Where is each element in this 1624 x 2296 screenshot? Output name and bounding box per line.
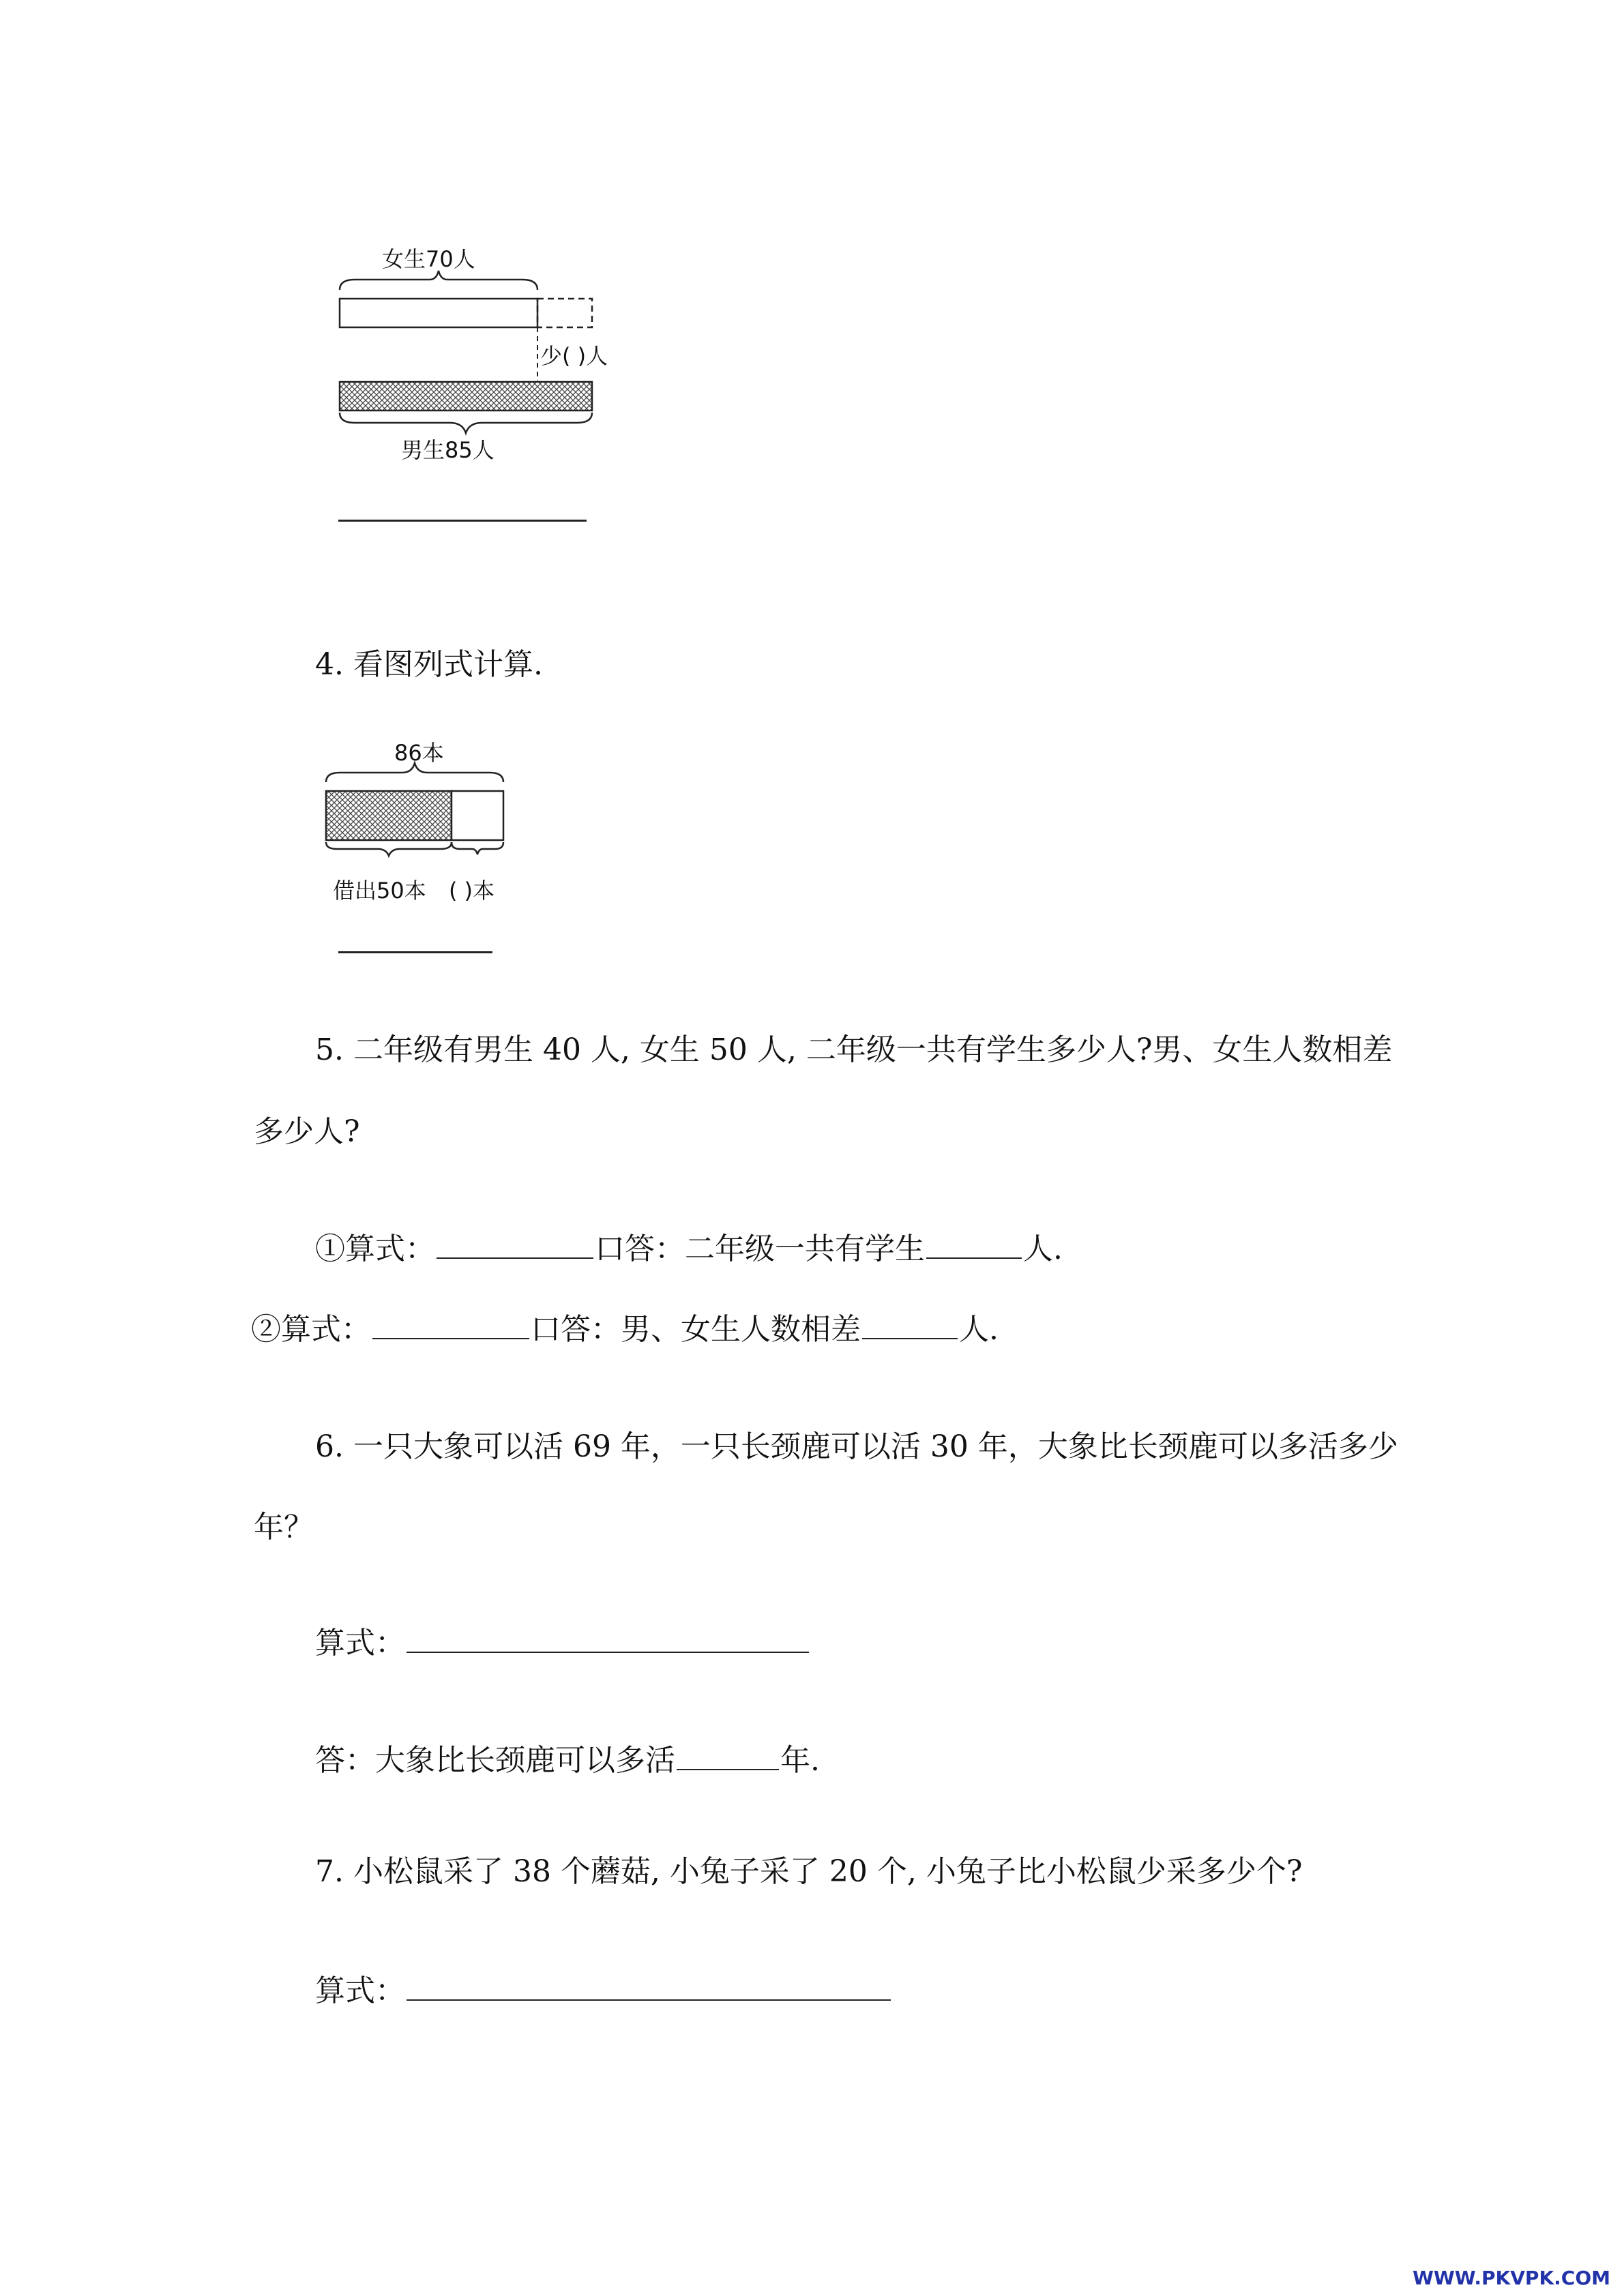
- q5-answer2: [251, 1308, 999, 1350]
- a2-prefix: ②算式：: [251, 1312, 371, 1347]
- boys-label: 男生85人: [401, 437, 494, 463]
- q6-formula-label: 算式：: [315, 1626, 405, 1660]
- q6-answer: [315, 1739, 820, 1781]
- figure-books: [321, 740, 552, 910]
- figure-girls-boys: [327, 242, 614, 474]
- q5-line1: 5. 二年级有男生 40 人, 女生 50 人, 二年级一共有学生多少人?男、女生人数相差: [315, 1032, 1393, 1067]
- missing-part-dashed: [537, 299, 592, 327]
- a2-formula-blank[interactable]: [372, 1308, 529, 1339]
- q6-answer-suffix: 年.: [780, 1743, 820, 1778]
- watermark: WWW.PKVPK.COM: [1413, 2267, 1610, 2289]
- a2-diff-blank[interactable]: [862, 1308, 958, 1339]
- a1-suffix: 人.: [1023, 1232, 1063, 1266]
- q6-formula-blank[interactable]: [407, 1622, 809, 1653]
- less-label: 少( )人: [540, 343, 608, 369]
- q4-answer-line[interactable]: [338, 951, 492, 953]
- q4-title: 4. 看图列式计算.: [315, 647, 543, 682]
- a1-total-blank[interactable]: [926, 1227, 1022, 1259]
- q6-formula: [315, 1622, 810, 1664]
- lent-label: 借出50本: [333, 878, 426, 904]
- a1-prefix: ①算式：: [315, 1232, 435, 1266]
- figure1-answer-line[interactable]: [338, 520, 587, 522]
- a1-formula-blank[interactable]: [437, 1227, 593, 1259]
- q7-formula-label: 算式：: [315, 1973, 405, 2008]
- lent-brace: [326, 842, 452, 856]
- q7-formula: [315, 1969, 892, 2012]
- total-label: 86本: [394, 740, 444, 766]
- q6-answer-prefix: 答：大象比长颈鹿可以多活: [315, 1743, 675, 1778]
- q5-answer1: [315, 1227, 1063, 1270]
- girls-brace: [340, 271, 537, 290]
- a1-mid: 口答：二年级一共有学生: [595, 1232, 925, 1266]
- boys-bar: [340, 382, 592, 411]
- q6-years-blank[interactable]: [677, 1739, 779, 1770]
- a2-suffix: 人.: [959, 1312, 999, 1347]
- q7-formula-blank[interactable]: [407, 1969, 891, 2001]
- q5-line2: 多少人?: [254, 1114, 360, 1149]
- q6-line1: 6. 一只大象可以活 69 年，一只长颈鹿可以活 30 年，大象比长颈鹿可以多活多少: [315, 1429, 1398, 1464]
- girls-label: 女生70人: [382, 246, 475, 272]
- q6-line2: 年？: [254, 1510, 314, 1545]
- rest-brace: [452, 842, 503, 854]
- boys-brace: [340, 413, 592, 433]
- q7-line1: 7. 小松鼠采了 38 个蘑菇, 小兔子采了 20 个, 小兔子比小松鼠少采多少个?: [315, 1854, 1303, 1889]
- a2-mid: 口答：男、女生人数相差: [531, 1312, 861, 1347]
- girls-bar: [340, 299, 537, 327]
- rest-label: ( )本: [449, 878, 495, 904]
- rest-bar: [452, 791, 503, 840]
- lent-bar: [326, 791, 452, 840]
